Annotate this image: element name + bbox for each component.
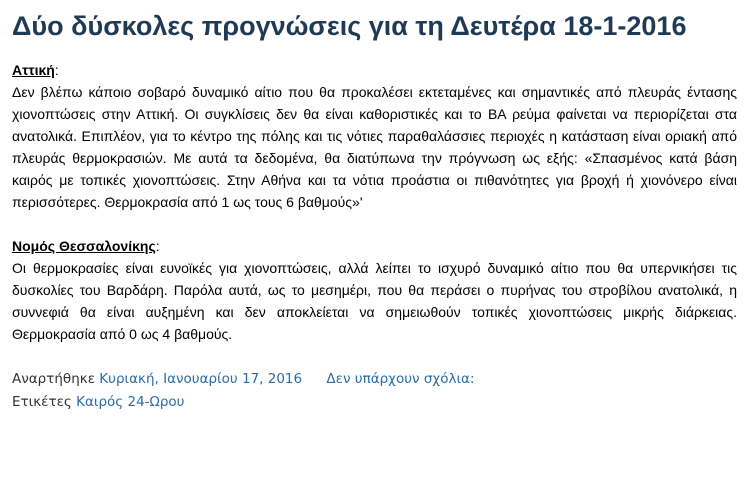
comments-link[interactable]: Δεν υπάρχουν σχόλια: [326, 371, 475, 387]
section-heading-text: Αττική [12, 62, 55, 78]
posted-label: Αναρτήθηκε [12, 371, 95, 387]
section-paragraph: Δεν βλέπω κάποιο σοβαρό δυναμικό αίτιο που θα προκαλέσει εκτεταμένες και σημαντικές από πλευράς έντασης χιονοπτώσεις στην Αττική. Οι συγκλίσεις δεν θα είναι καθοριστικές και το ΒΑ ρεύμα φαίνεται να περιορίζεται στα ανατολικά. Επιπλέον, για το κέντρο της πόλης και τις νότιες παραθαλάσσιες περιοχές η κατάσταση είναι οριακή από πλευράς θερμοκρασιών. Με αυτά τα δεδομένα, θα διατύπωνα την πρόγνωση ως εξής: «Σπασμένος κατά βάση καιρός με τοπικές χιονοπτώσεις. Στην Αθήνα και τα νότια προάστια οι πιθανότητες για βροχή ή χιονόνερο είναι περισσότερες. Θερμοκρασία από 1 ως τους 6 βαθμούς»' [12, 84, 737, 210]
label-link[interactable]: Καιρός 24-Ωρου [76, 394, 185, 410]
post-footer [12, 368, 737, 414]
post-footer-line-1 [12, 368, 737, 391]
labels-label: Ετικέτες [12, 394, 72, 410]
section-heading-colon: : [54, 62, 59, 78]
section-heading [12, 59, 737, 81]
post-timestamp-link[interactable]: Κυριακή, Ιανουαρίου 17, 2016 [99, 371, 303, 387]
section-heading-colon: : [155, 238, 160, 254]
section-heading-text: Νομός Θεσσαλονίκης [12, 238, 156, 254]
section-heading [12, 235, 737, 257]
post-body [12, 59, 737, 345]
blog-post [12, 10, 737, 414]
post-title[interactable]: Δύο δύσκολες προγνώσεις για τη Δευτέρα 18-1-2016 [12, 11, 687, 41]
post-footer-line-2 [12, 391, 737, 414]
section-paragraph: Οι θερμοκρασίες είναι ευνοϊκές για χιονοπτώσεις, αλλά λείπει το ισχυρό δυναμικό αίτιο που θα υπερνικήσει τις δυσκολίες του Βαρδάρη. Παρόλα αυτά, ως το μεσημέρι, που θα περάσει ο πυρήνας του στροβίλου ανατολικά, η συννεφιά θα είναι αυξημένη και δεν αποκλείεται να σημειωθούν τοπικές χιονοπτώσεις μικρής διάρκειας. Θερμοκρασία από 0 ως 4 βαθμούς. [12, 260, 737, 342]
section-thessaloniki [12, 235, 737, 345]
section-attica [12, 59, 737, 213]
